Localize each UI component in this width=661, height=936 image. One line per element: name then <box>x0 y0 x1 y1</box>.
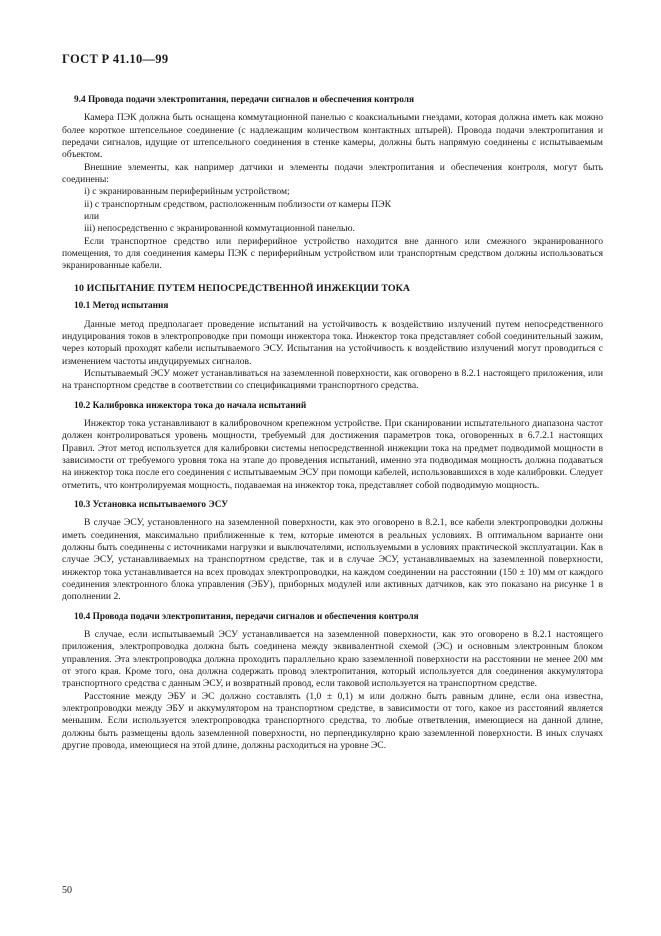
document-body <box>62 94 603 753</box>
section-10-4-heading: 10.4 Провода подачи электропитания, передачи сигналов и обеспечения контроля <box>74 611 419 622</box>
section-10-heading: 10 ИСПЫТАНИЕ ПУТЕМ НЕПОСРЕДСТВЕННОЙ ИНЖЕКЦИИ ТОКА <box>74 282 411 294</box>
page-number: 50 <box>62 885 72 896</box>
section-10-3-heading: 10.3 Установка испытываемого ЭСУ <box>74 499 229 510</box>
section-9-4-paragraph-3: Если транспортное средство или периферийное устройство находится вне данного или смежного экранированного помещения, то для соединения камеры ПЭК с периферийным устройством или транспортным средством должны использоваться экранированные кабели. <box>62 235 603 272</box>
section-9-4-paragraph-1: Камера ПЭК должна быть оснащена коммутационной панелью с коаксиальными гнездами, которая должна иметь как можно более короткое штепсельное соединение (с надлежащим количеством контактных штырей). Провода подачи электропитания и передачи сигналов, идущие от штепсельного соединения в стенке камеры, должны быть напрямую соединены с испытываемым объектом. <box>62 112 603 161</box>
section-10-4-paragraph-2: Расстояние между ЭБУ и ЭС должно составлять (1,0 ± 0,1) м или должно быть равным длине, если она известна, электропроводки между ЭБУ и аккумулятором на транспортном средстве, в зависимости от того, какое из расстояний является меньшим. Если используется электропроводка транспортного средства, то любые ответвления, имеющиеся на данной длине, должны быть размещены вдоль заземленной поверхности, но перпендикулярно краю заземленной поверхности. В иных случаях другие провода, имеющиеся на этой длине, должны расходиться на уровне ЭС. <box>62 690 603 752</box>
section-10-1-paragraph-1: Данные метод предполагает проведение испытаний на устойчивость к воздействию излучений путем непосредственного индуцирования токов в электропроводке при помощи инжектора тока. Инжектор тока представляет собой соединительный зажим, через который проходят кабели испытываемого ЭСУ. Испытания на устойчивость к воздействию излучений могут проводиться с изменением частоты индуцируемых сигналов. <box>62 318 603 367</box>
section-10-1-heading: 10.1 Метод испытания <box>74 301 169 312</box>
list-item-i: i) с экранированным периферийным устройством; <box>84 186 290 198</box>
list-item-ii: ii) с транспортным средством, расположенным поблизости от камеры ПЭК <box>84 198 391 210</box>
section-10-4-paragraph-1: В случае, если испытываемый ЭСУ устанавливается на заземленной поверхности, как это оговорено в 8.2.1 настоящего приложения, электропроводка должна быть соединена между эквивалентной схемой (ЭС) и основным электронным блоком управления. Эта электропроводка должна проходить параллельно краю заземленной поверхности на расстоянии не менее 200 мм от этого края. Кроме того, она должна содержать провод электропитания, который используется для соединения аккумулятора транспортного средства с данным ЭСУ, и возвратный провод, если таковой используется на транспортном средстве. <box>62 629 603 690</box>
section-10-2-paragraph-1: Инжектор тока устанавливают в калибровочном крепежном устройстве. При сканировании испытательного диапазона частот должен контролироваться уровень мощности, требуемый для достижения параметров тока, оговоренных в 6.7.2.1 настоящих Правил. Этот метод используется для калибровки системы непосредственной инжекции тока на предмет подводимой мощности в зависимости от требуемого уровня тока на этапе до проведения испытаний, именно эта подводимая мощность должна подаваться на инжектор тока после его соединения с испытываемым ЭСУ при помощи кабелей, использовавшихся в ходе калибровки. Следует отметить, что контролируемая мощность, подаваемая на инжектор тока, представляет собой подводимую мощность. <box>62 417 603 491</box>
document-code-header: ГОСТ Р 41.10—99 <box>62 52 169 66</box>
section-9-4-heading: 9.4 Провода подачи электропитания, передачи сигналов и обеспечения контроля <box>74 95 414 105</box>
section-10-2-heading: 10.2 Калибровка инжектора тока до начала испытаний <box>74 400 307 411</box>
section-10-1-paragraph-2: Испытываемый ЭСУ может устанавливаться на заземленной поверхности, как оговорено в 8.2.1 настоящего приложения, или на транспортном средстве в соответствии со спецификациями транспортного средства. <box>62 367 603 392</box>
section-10-3-paragraph-1: В случае ЭСУ, установленного на заземленной поверхности, как это оговорено в 8.2.1, все кабели электропроводки должны иметь соединения, максимально приближенные к тем, которые имеются в реальных условиях. В оптимальном варианте они должны быть соединены с источниками нагрузки и выключателями, используемыми в условиях практической эксплуатации. Как в случае ЭСУ, устанавливаемых на транспортном средстве, так и в случае ЭСУ, устанавливаемых на заземленной поверхности, инжектор тока устанавливается на всех проводах электропроводки, на каждом соединении на расстоянии (150 ± 10) мм от каждого соединения электронного блока управления (ЭБУ), приборных модулей или активных датчиков, как это показано на рисунке 1 в дополнении 2. <box>62 517 603 603</box>
list-item-or: или <box>84 211 100 223</box>
list-item-iii: iii) непосредственно с экранированной коммутационной панелью. <box>84 223 355 235</box>
section-9-4-paragraph-2: Внешние элементы, как например датчики и элементы подачи электропитания и обеспечения контроля, могут быть соединены: <box>62 161 603 186</box>
